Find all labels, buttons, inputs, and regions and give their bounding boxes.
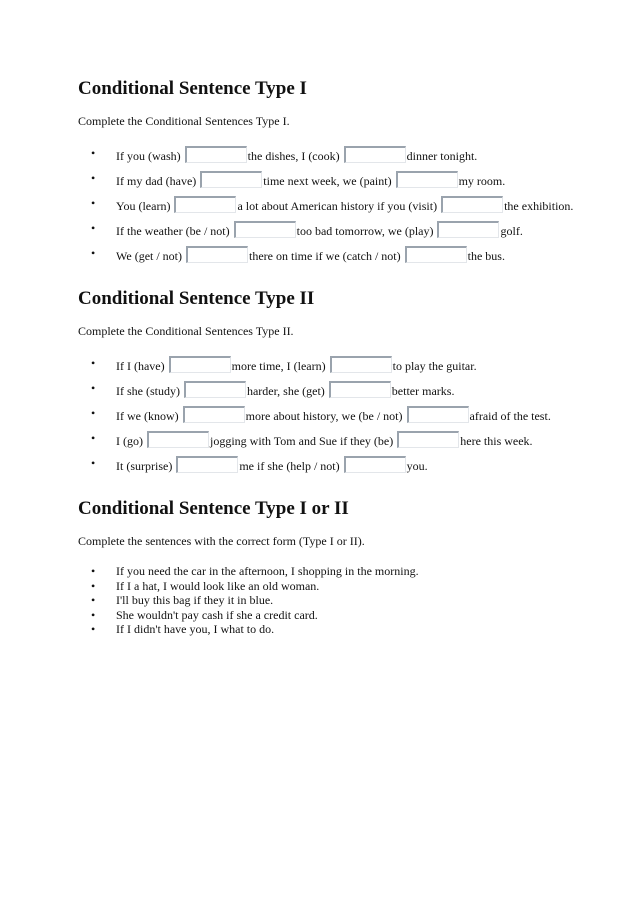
answer-field[interactable] — [437, 221, 499, 238]
item-text: I (go) — [116, 434, 143, 448]
item-text: the exhibition. — [504, 199, 574, 213]
answer-field[interactable] — [344, 146, 406, 163]
item-text: harder, she (get) — [246, 384, 325, 398]
item-text: to play the guitar. — [392, 359, 477, 373]
item-text: If she (study) — [116, 384, 180, 398]
exercise-item — [78, 146, 578, 164]
item-text: here this week. — [460, 434, 533, 448]
answer-field[interactable] — [186, 246, 248, 263]
section-3-title: Conditional Sentence Type I or II — [78, 498, 349, 519]
answer-field[interactable] — [184, 381, 246, 398]
exercise-item — [78, 356, 578, 374]
list-item: • If you need the car in the afternoon, I shopping in the morning. — [78, 564, 578, 579]
item-text: too bad tomorrow, we (play) — [296, 224, 434, 238]
answer-field[interactable] — [396, 171, 458, 188]
section-2-list — [78, 356, 578, 474]
item-text: If my dad (have) — [116, 174, 197, 188]
item-text: you. — [406, 459, 428, 473]
item-text: my room. — [458, 174, 506, 188]
item-text: me if she (help / not) — [239, 459, 340, 473]
item-text: there on time if we (catch / not) — [249, 249, 401, 263]
list-item: • If I a hat, I would look like an old woman. — [78, 579, 578, 594]
list-item: • If I didn't have you, I what to do. — [78, 622, 578, 637]
list-item: • She wouldn't pay cash if she a credit card. — [78, 608, 578, 623]
section-2-title: Conditional Sentence Type II — [78, 288, 315, 309]
exercise-item — [78, 431, 578, 449]
list-item: • I'll buy this bag if they it in blue. — [78, 593, 578, 608]
section-2-instruction: Complete the Conditional Sentences Type II. — [78, 324, 294, 338]
answer-field[interactable] — [330, 356, 392, 373]
answer-field[interactable] — [176, 456, 238, 473]
section-3-instruction: Complete the sentences with the correct form (Type I or II). — [78, 534, 365, 548]
item-text: If we (know) — [116, 409, 179, 423]
answer-field[interactable] — [174, 196, 236, 213]
answer-field[interactable] — [407, 406, 469, 423]
item-text: more about history, we (be / not) — [245, 409, 403, 423]
worksheet — [78, 78, 578, 637]
item-text: afraid of the test. — [469, 409, 551, 423]
answer-field[interactable] — [185, 146, 247, 163]
exercise-item — [78, 456, 578, 474]
answer-field[interactable] — [183, 406, 245, 423]
answer-field[interactable] — [200, 171, 262, 188]
item-text: a lot about American history if you (visit) — [237, 199, 438, 213]
item-text: You (learn) — [116, 199, 171, 213]
exercise-item — [78, 221, 578, 239]
section-1-instruction: Complete the Conditional Sentences Type I. — [78, 114, 290, 128]
item-text: If you (wash) — [116, 149, 181, 163]
item-text: We (get / not) — [116, 249, 183, 263]
item-text: It (surprise) — [116, 459, 173, 473]
item-text: more time, I (learn) — [231, 359, 326, 373]
item-text: time next week, we (paint) — [263, 174, 392, 188]
item-text: the bus. — [467, 249, 505, 263]
item-text: the dishes, I (cook) — [247, 149, 340, 163]
answer-field[interactable] — [234, 221, 296, 238]
answer-field[interactable] — [441, 196, 503, 213]
answer-field[interactable] — [329, 381, 391, 398]
exercise-item — [78, 246, 578, 264]
item-text: dinner tonight. — [406, 149, 478, 163]
answer-field[interactable] — [344, 456, 406, 473]
answer-field[interactable] — [147, 431, 209, 448]
item-text: golf. — [500, 224, 523, 238]
item-text: better marks. — [391, 384, 455, 398]
answer-field[interactable] — [405, 246, 467, 263]
item-text: If the weather (be / not) — [116, 224, 230, 238]
exercise-item — [78, 196, 578, 214]
exercise-item — [78, 406, 578, 424]
exercise-item — [78, 381, 578, 399]
exercise-item — [78, 171, 578, 189]
item-text: If I (have) — [116, 359, 165, 373]
section-3-list — [78, 564, 578, 637]
section-1-list — [78, 146, 578, 264]
answer-field[interactable] — [397, 431, 459, 448]
section-1-title: Conditional Sentence Type I — [78, 78, 307, 99]
answer-field[interactable] — [169, 356, 231, 373]
item-text: jogging with Tom and Sue if they (be) — [210, 434, 394, 448]
